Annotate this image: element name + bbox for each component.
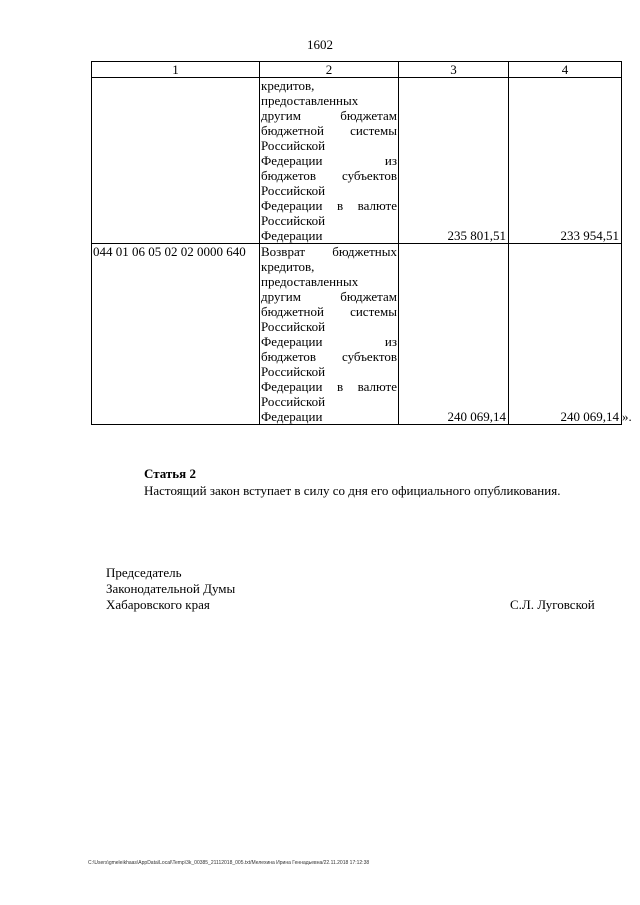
table-row — [92, 78, 622, 244]
table-row — [92, 244, 622, 425]
item-name-line: Российской — [261, 364, 326, 379]
budget-code-cell — [92, 78, 260, 244]
item-name-line: другим бюджетам — [261, 289, 397, 304]
column-header: 1 — [92, 62, 260, 78]
item-name-line: предоставленных — [261, 274, 359, 289]
item-name-cell — [260, 244, 399, 425]
amount-cell — [509, 244, 632, 425]
amount-value: 240 069,14 — [560, 409, 619, 424]
item-name-line: Российской — [261, 213, 326, 228]
amount-value: 233 954,51 — [560, 228, 619, 243]
item-name-line: Федерации в валюте — [261, 198, 397, 213]
item-name-line: бюджетов субъектов — [261, 349, 397, 364]
item-name-line: предоставленных — [261, 93, 359, 108]
item-name-line: бюджетной системы — [261, 123, 397, 138]
page-number: 1602 — [307, 37, 333, 52]
budget-code-cell: 044 01 06 05 02 02 0000 640 — [92, 244, 260, 425]
item-name-line: Федерации — [261, 409, 323, 424]
article-text: Настоящий закон вступает в силу со дня его официального опубликования. — [144, 483, 561, 498]
table-header-row — [92, 62, 622, 78]
closing-quote-suffix: ». — [622, 409, 632, 424]
item-name-line: Возврат бюджетных — [261, 244, 397, 259]
item-name-line: Российской — [261, 138, 326, 153]
item-name-line: Федерации — [261, 228, 323, 243]
file-path-footer: C:\Users\gmeleikhaas\AppData\Local\Temp\3k_00385_21112018_005.txt/Мелехина Ирина Геннадьевна/22.11.2018 17:12:38 — [88, 860, 370, 866]
budget-table — [91, 61, 632, 425]
item-name-line: Федерации в валюте — [261, 379, 397, 394]
item-name-line: Федерации из — [261, 334, 397, 349]
column-header: 2 — [260, 62, 399, 78]
item-name-line: другим бюджетам — [261, 108, 397, 123]
amount-cell — [509, 78, 622, 244]
amount-cell: 235 801,51 — [399, 78, 509, 244]
signer-line: Хабаровского края — [106, 597, 210, 612]
amount-cell: 240 069,14 — [399, 244, 509, 425]
signer-name: С.Л. Луговской — [510, 597, 595, 612]
item-name-line: бюджетов субъектов — [261, 168, 397, 183]
item-name-line: Федерации из — [261, 153, 397, 168]
item-name-line: кредитов, — [261, 259, 315, 274]
item-name-cell — [260, 78, 399, 244]
column-header: 3 — [399, 62, 509, 78]
item-name-line: Российской — [261, 183, 326, 198]
item-name-line: Российской — [261, 394, 326, 409]
column-header: 4 — [509, 62, 622, 78]
article-title: Статья 2 — [144, 466, 196, 481]
signer-line: Законодательной Думы — [106, 581, 236, 596]
item-name-line: Российской — [261, 319, 326, 334]
signer-line: Председатель — [106, 565, 182, 580]
item-name-line: кредитов, — [261, 78, 315, 93]
item-name-line: бюджетной системы — [261, 304, 397, 319]
